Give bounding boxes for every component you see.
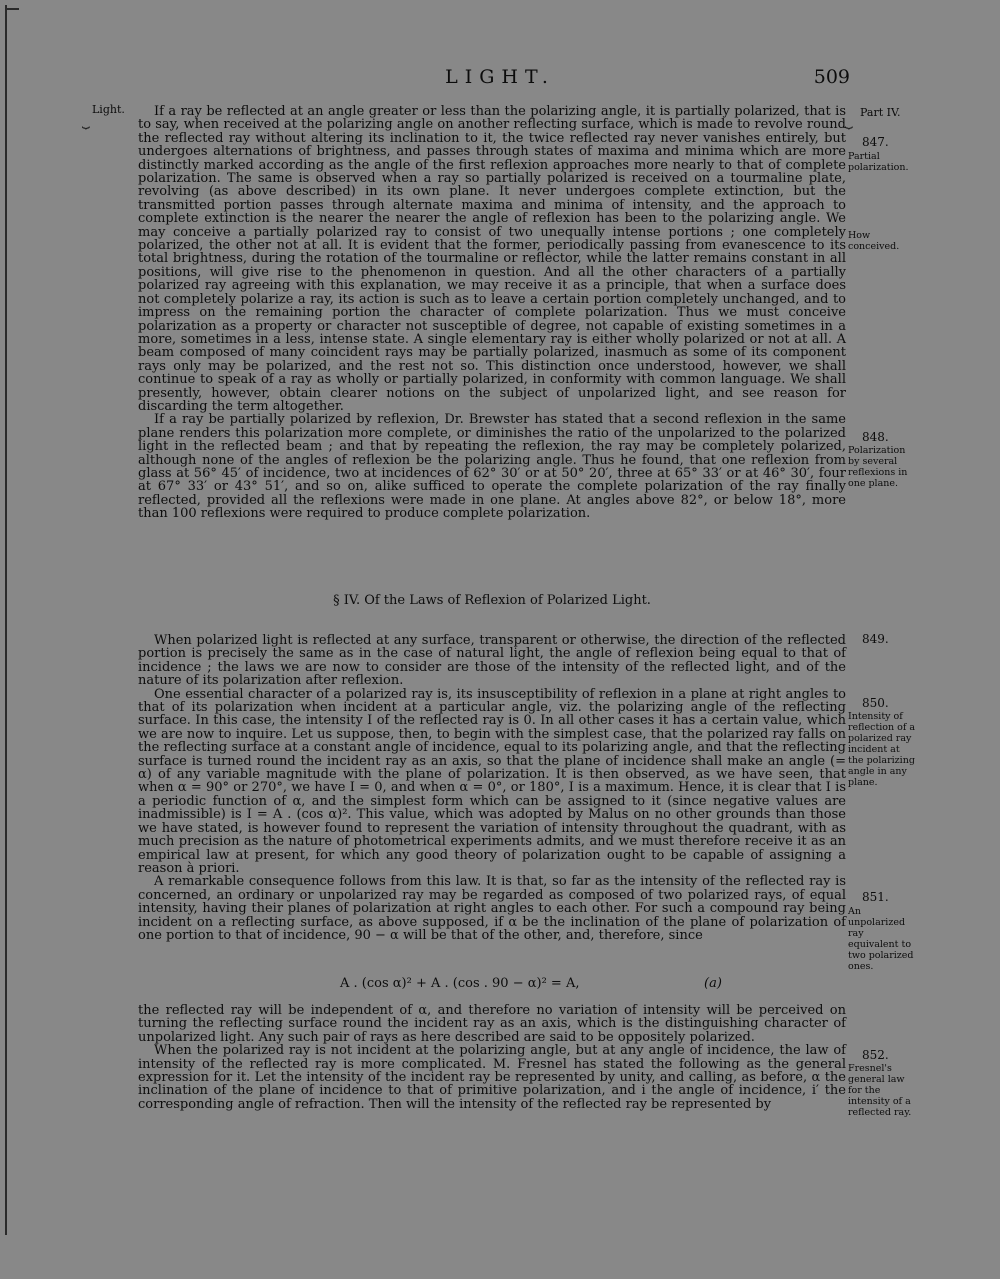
margin-number-847: 847. <box>862 135 889 149</box>
paragraph-fresnel: When the polarized ray is not incident at the polarizing angle, but at any angle of incidence, the law of intensity of the reflected ray is more complicated. M. Fresnel has stated the following as the general expression for it. Let the intensity of the incident ray be represented by unity, and calling, as before, α the inclination of the plane of incidence to that of primitive polarization, and i the angle of incidence, i′ the corresponding angle of refraction. Then will the intensity of the reflected ray be represented by <box>138 1043 846 1112</box>
margin-note-partial-polarization: Partial polarization. <box>848 151 909 173</box>
page-header <box>0 66 1000 96</box>
margin-note-unpolarized-ray: An unpolarized ray equivalent to two polarized ones. <box>848 906 914 972</box>
paragraph-brewster: If a ray be partially polarized by reflexion, Dr. Brewster has stated that a second reflexion in the same plane renders this polarization more complete, or diminishes the ratio of the unpolarized to the polarized light in the reflected beam ; and that by repeating the reflexion, the ray may be completely polarized, although none of the angles of reflexion be the polarizing angle. Thus he found, that one reflexion from glass at 56° 45′ of incidence, two at incidences of 62° 30′ or at 50° 20′, three at 65° 33′ or at 46° 30′, four at 67° 33′ or 43° 51′, and so on, alike sufficed to operate the complete polarization of the ray finally reflected, provided all the reflexions were made in one plane. At angles above 82°, or below 18°, more than 100 reflexions were required to produce complete polarization. <box>138 412 846 522</box>
right-brace-icon: ⏟ <box>845 115 852 130</box>
text-block-2 <box>138 634 846 942</box>
margin-number-850: 850. <box>862 696 889 710</box>
margin-note-several-reflexions: Polarization by several reflexions in one plane. <box>848 445 908 489</box>
paragraph-direction: When polarized light is reflected at any surface, transparent or otherwise, the direction of the reflected portion is precisely the same as in the case of natural light, the angle of reflexion being equal to that of incidence ; the laws we are now to consider are those of the intensity of the reflected light, and of the nature of its polarization after reflexion. <box>138 633 846 689</box>
paragraph-partial-polarization: If a ray be reflected at an angle greater or less than the polarizing angle, it is partially polarized, that is to say, when received at the polarizing angle on another reflecting surface, which is made to revolve round the reflected ray without altering its inclination to it, the twice reflected ray never vanishes entirely, but undergoes alternations of brightness, and passes through states of maxima and minima which are more distinctly marked according as the angle of the first reflexion approaches more nearly to that of complete polarization. The same is observed when a ray so partially polarized is received on a tourmaline plate, revolving (as above described) in its own plane. It never undergoes complete extinction, but the transmitted portion passes through alternate maxima and minima of intensity, and the approach to complete extinction is the nearer the nearer the angle of reflexion has been to the polarizing angle. We may conceive a partially polarized ray to consist of two unequally intense portions ; one completely polarized, the other not at all. It is evident that the former, periodically passing from evanescence to its total brightness, during the rotation of the tourmaline or reflector, while the latter remains constant in all positions, will give rise to the phenomenon in question. And all the other characters of a partially polarized ray agreeing with this explanation, we may receive it as a principle, that when a surface does not completely polarize a ray, its action is such as to leave a certain portion completely unchanged, and to impress on the remaining portion the character of complete polarization. Thus we must conceive polarization as a property or character not susceptible of degree, not capable of existing sometimes in a more, sometimes in a less, intense state. A single elementary ray is either wholly polarized or not at all. A beam composed of many coincident rays may be partially polarized, inasmuch as some of its component rays only may be polarized, and the rest not so. This distinction once understood, however, we shall continue to speak of a ray as wholly or partially polarized, in conformity with common language. We shall presently, however, obtain clearer notions on the subject of unpolarized light, and see reason for discarding the term altogether. <box>138 104 846 414</box>
margin-number-848: 848. <box>862 430 889 444</box>
margin-note-intensity: Intensity of reflection of a polarized ray incident at the polarizing angle in any plane. <box>848 711 916 788</box>
left-brace-icon: ⏟ <box>82 115 89 130</box>
page-number: 509 <box>813 66 850 88</box>
section-heading: § IV. Of the Laws of Reflexion of Polarized Light. <box>333 593 651 608</box>
margin-note-how-conceived: How conceived. <box>848 230 900 252</box>
margin-topic: Light. <box>92 103 125 116</box>
equation-label: (a) <box>704 976 722 991</box>
paragraph-malus-law: One essential character of a polarized ray is, its insusceptibility of reflexion in a plane at right angles to that of its polarization when incident at a particular angle, viz. the polarizing angle of the reflecting surface. In this case, the intensity I of the reflected ray is 0. In all other cases it has a certain value, which we are now to inquire. Let us suppose, then, to begin with the simplest case, that the polarized ray falls on the reflecting surface at a constant angle of incidence, equal to its polarizing angle, and that the reflecting surface is turned round the incident ray as an axis, so that the plane of incidence shall make an angle (= α) of any variable magnitude with the plane of polarization. It is then observed, as we have seen, that when α = 90° or 270°, we have I = 0, and when α = 0°, or 180°, I is a maximum. Hence, it is clear that I is a periodic function of α, and the simplest form which can be assigned to it (since negative values are inadmissible) is I = A . (cos α)². This value, which was adopted by Malus on no other grounds than those we have stated, is however found to represent the variation of intensity throughout the quadrant, with as much precision as the nature of photometrical experiments admits, and we must therefore receive it as an empirical law at present, for which any good theory of polarization ought to be capable of assigning a reason à priori. <box>138 686 846 876</box>
page-edge-line <box>5 5 7 1235</box>
equation: A . (cos α)² + A . (cos . 90 − α)² = A, <box>340 976 580 991</box>
margin-note-fresnel-law: Fresnel's general law for the intensity of a reflected ray. <box>848 1063 912 1118</box>
running-title: LIGHT. <box>445 66 555 88</box>
margin-number-851: 851. <box>862 890 889 904</box>
page-edge-tick <box>5 8 19 10</box>
paragraph-unpolarized: the reflected ray will be independent of α, and therefore no variation of intensity will be perceived on turning the reflecting surface round the incident ray as an axis, which is the distinguishing character of unpolarized light. Any such pair of rays as here described are said to be oppositely polarized. <box>138 1003 846 1045</box>
text-block-3 <box>138 1004 846 1111</box>
text-block-1 <box>138 105 846 521</box>
margin-number-852: 852. <box>862 1048 889 1062</box>
margin-number-849: 849. <box>862 632 889 646</box>
paragraph-consequence: A remarkable consequence follows from this law. It is that, so far as the intensity of the reflected ray is concerned, an ordinary or unpolarized ray may be regarded as composed of two polarized rays, of equal intensity, having their planes of polarization at right angles to each other. For such a compound ray being incident on a reflecting surface, as above supposed, if α be the inclination of the plane of polarization of one portion to that of incidence, 90 − α will be that of the other, and, therefore, since <box>138 874 846 943</box>
margin-part: Part IV. <box>860 106 901 119</box>
